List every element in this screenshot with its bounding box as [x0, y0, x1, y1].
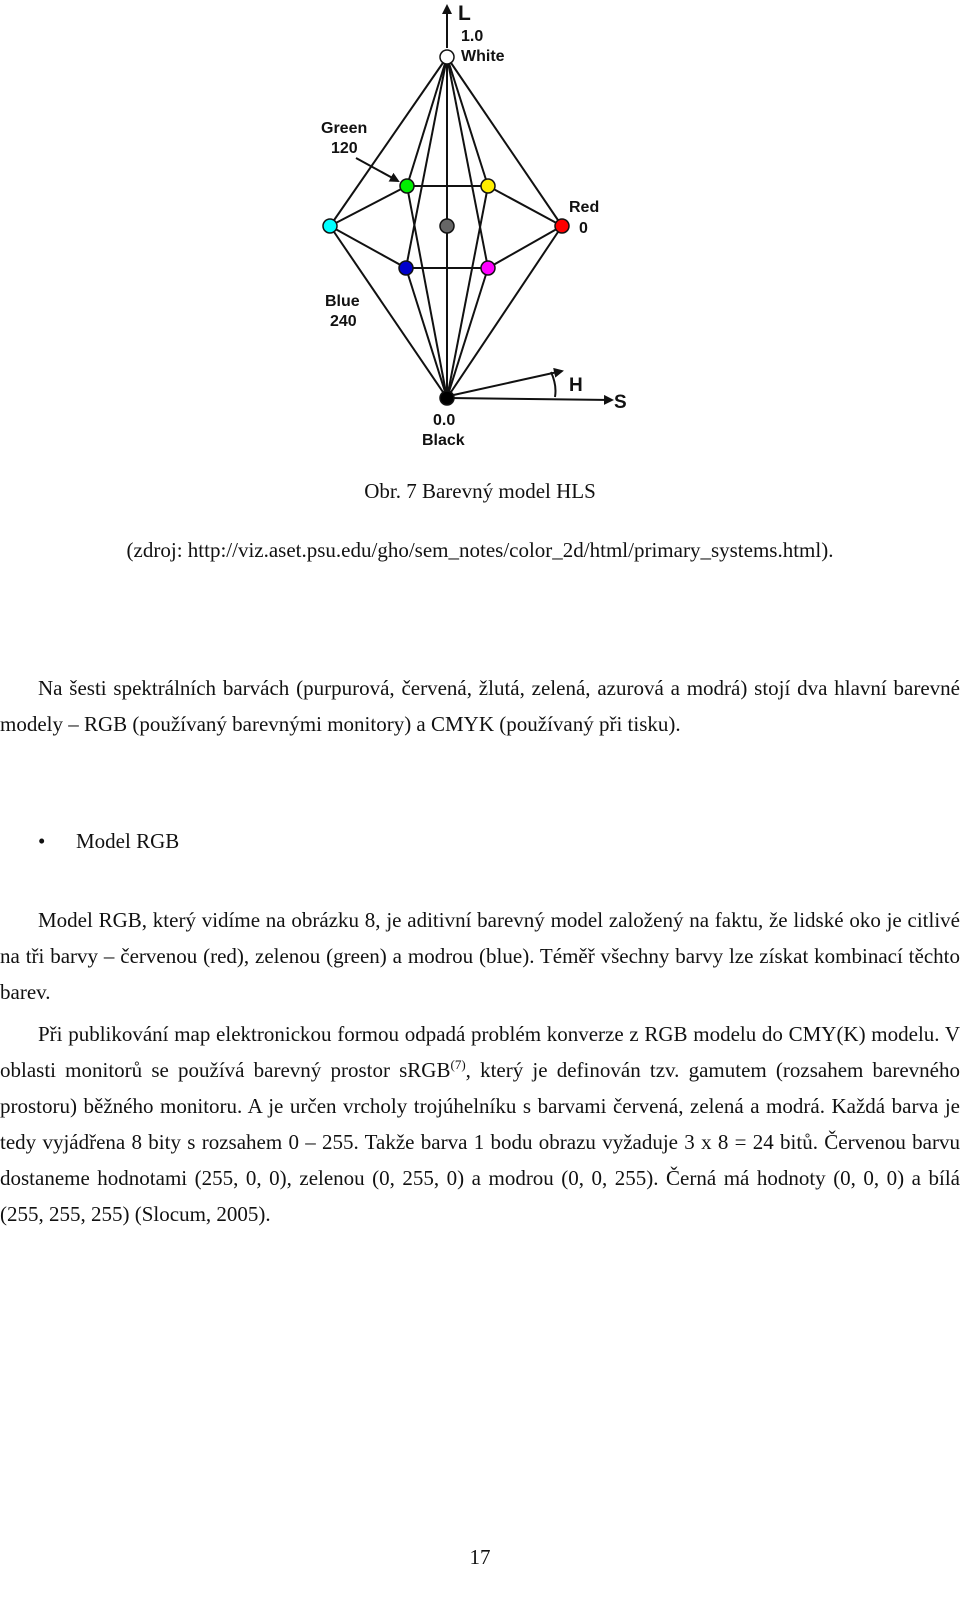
black-node: [440, 391, 454, 405]
gray-node: [440, 219, 454, 233]
h-arc: [551, 372, 556, 397]
bullet-symbol: •: [38, 829, 46, 853]
srgb-footnote-ref: (7): [450, 1057, 466, 1072]
green-value-label: 120: [331, 140, 358, 157]
blue-value-label: 240: [330, 313, 357, 330]
bullet-model-rgb: [38, 826, 179, 856]
rgb-paragraph-text: Model RGB, který vidíme na obrázku 8, je aditivní barevný model založený na faktu, že lidské oko je citlivé na tři barvy – červenou (red), zelenou (green) a modrou (blue). Téměř všechny barvy lze získat kombinací těchto barev.: [0, 908, 960, 1004]
figure-caption: Obr. 7 Barevný model HLS: [364, 479, 596, 503]
black-value-label: 0.0: [433, 412, 456, 429]
h-axis-arrow: [449, 371, 562, 396]
srgb-text-after: , který je definován tzv. gamutem (rozsahem barevného prostoru) běžného monitoru. A je určen vrcholy trojúhelníku s barvami červená, zelená a modrá. Každá barva je tedy vyjádřena 8 bity s rozsahem 0 – 255. Takže barva 1 bodu obrazu vyžaduje 3 x 8 = 24 bitů. Červenou barvu dostaneme hodnotami (255, 0, 0), zelenou (0, 255, 0) a modrou (0, 0, 255). Černá má hodnoty (0, 0, 0) a bílá (255, 255, 255) (Slocum, 2005).: [0, 1058, 960, 1226]
l-axis-label: L: [458, 2, 471, 25]
black-name-label: Black: [422, 432, 465, 449]
magenta-node: [481, 261, 495, 275]
white-name-label: White: [461, 48, 505, 65]
blue-name-label: Blue: [325, 293, 360, 310]
srgb-text-before: Při publikování map elektronickou formou odpadá problém konverze z RGB modelu do CMY(K) modelu. V oblasti monitorů se používá barevný prostor sRGB: [0, 1022, 960, 1082]
h-axis-label: H: [569, 375, 583, 396]
intro-paragraph-text: Na šesti spektrálních barvách (purpurová, červená, žlutá, zelená, azurová a modrá) stojí dva hlavní barevné modely – RGB (používaný barevnými monitory) a CMYK (používaný při tisku).: [0, 676, 960, 736]
white-value-label: 1.0: [461, 28, 484, 45]
blue-node: [399, 261, 413, 275]
red-node: [555, 219, 569, 233]
hls-model-diagram: [0, 0, 960, 470]
red-name-label: Red: [569, 199, 600, 216]
white-node: [440, 50, 454, 64]
rgb-paragraph: [0, 902, 960, 1010]
page-number: 17: [469, 1545, 491, 1569]
figure-source: (zdroj: http://viz.aset.psu.edu/gho/sem_notes/color_2d/html/primary_systems.html).: [126, 538, 834, 562]
yellow-node: [481, 179, 495, 193]
srgb-paragraph: [0, 1016, 960, 1232]
diagram-labels: [321, 2, 627, 449]
cyan-node: [323, 219, 337, 233]
s-axis-label: S: [614, 392, 627, 413]
green-node: [400, 179, 414, 193]
srgb-paragraph-text: [0, 1016, 960, 1232]
green-name-label: Green: [321, 120, 368, 137]
green-pointer-arrow: [356, 158, 398, 181]
s-axis-arrow: [449, 398, 612, 400]
intro-paragraph: [0, 670, 960, 742]
bullet-label: Model RGB: [76, 829, 180, 853]
red-value-label: 0: [579, 220, 588, 237]
